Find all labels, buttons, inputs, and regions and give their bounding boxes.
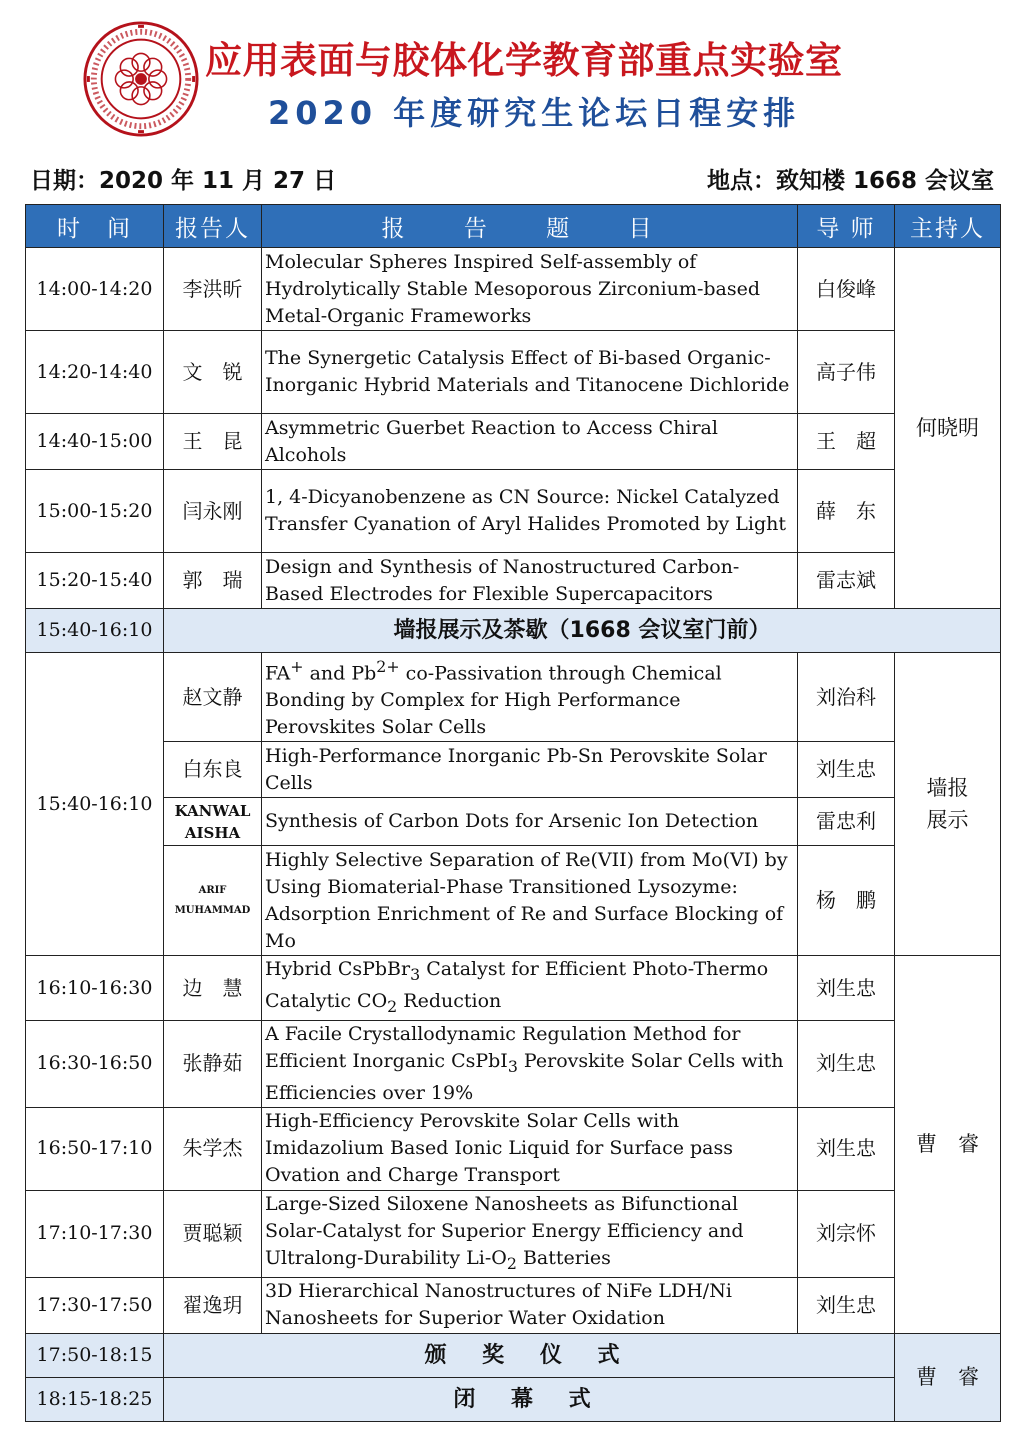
table-row [26, 846, 1001, 956]
column-header-advisor: 导 师 [798, 205, 895, 248]
page-header [0, 0, 1024, 150]
table-header-row [26, 205, 1001, 248]
table-row [26, 798, 1001, 846]
session-time: 15:00-15:20 [26, 470, 164, 553]
session-time: 15:40-16:10 [26, 653, 164, 956]
advisor-name: 王 超 [798, 414, 895, 470]
column-header-speaker: 报告人 [164, 205, 262, 248]
table-row [26, 470, 1001, 553]
session-time: 15:20-15:40 [26, 553, 164, 609]
talk-title: Synthesis of Carbon Dots for Arsenic Ion Detection [262, 798, 798, 846]
schedule-table [25, 204, 1001, 1422]
advisor-name: 刘生忠 [798, 1020, 895, 1107]
advisor-name: 杨 鹏 [798, 846, 895, 956]
session-time: 16:30-16:50 [26, 1020, 164, 1107]
table-row [26, 248, 1001, 331]
host-name: 何晓明 [895, 248, 1001, 609]
speaker-name: 朱学杰 [164, 1107, 262, 1190]
closing-ceremony-label: 闭 幕 式 [164, 1377, 895, 1421]
session-time: 14:20-14:40 [26, 331, 164, 414]
speaker-name: 边 慧 [164, 956, 262, 1021]
session-time: 17:50-18:15 [26, 1333, 164, 1377]
advisor-name: 刘生忠 [798, 1277, 895, 1333]
talk-title: 1, 4-Dicyanobenzene as CN Source: Nickel Catalyzed Transfer Cyanation of Aryl Halides Promoted by Light [262, 470, 798, 553]
table-row [26, 553, 1001, 609]
table-row [26, 1190, 1001, 1277]
advisor-name: 刘治科 [798, 653, 895, 742]
speaker-name: KANWAL AISHA [164, 798, 262, 846]
session-time: 17:30-17:50 [26, 1277, 164, 1333]
advisor-name: 白俊峰 [798, 248, 895, 331]
table-row [26, 1107, 1001, 1190]
speaker-name: 王 昆 [164, 414, 262, 470]
table-row [26, 1020, 1001, 1107]
award-ceremony-label: 颁 奖 仪 式 [164, 1333, 895, 1377]
event-date: 日期：2020 年 11 月 27 日 [30, 168, 337, 194]
session-time: 14:00-14:20 [26, 248, 164, 331]
advisor-name: 刘生忠 [798, 742, 895, 798]
host-name: 曹 睿 [895, 956, 1001, 1333]
advisor-name: 高子伟 [798, 331, 895, 414]
table-row [26, 742, 1001, 798]
session-time: 14:40-15:00 [26, 414, 164, 470]
column-header-time: 时 间 [26, 205, 164, 248]
advisor-name: 刘生忠 [798, 1107, 895, 1190]
host-name: 曹 睿 [895, 1333, 1001, 1421]
speaker-name: 贾聪颖 [164, 1190, 262, 1277]
lab-seal-logo [82, 20, 200, 138]
advisor-name: 刘生忠 [798, 956, 895, 1021]
table-row [26, 653, 1001, 742]
lab-title: 应用表面与胶体化学教育部重点实验室 [205, 39, 843, 82]
column-header-topic: 报 告 题 目 [262, 205, 798, 248]
advisor-name: 雷志斌 [798, 553, 895, 609]
host-name: 墙报展示 [895, 653, 1001, 956]
talk-title: Molecular Spheres Inspired Self-assembly of Hydrolytically Stable Mesoporous Zirconium-based Metal-Organic Frameworks [262, 248, 798, 331]
event-location: 地点：致知楼 1668 会议室 [706, 168, 994, 194]
talk-title: Asymmetric Guerbet Reaction to Access Chiral Alcohols [262, 414, 798, 470]
advisor-name: 刘宗怀 [798, 1190, 895, 1277]
speaker-name: 郭 瑞 [164, 553, 262, 609]
speaker-name: 张静茹 [164, 1020, 262, 1107]
talk-title: Hybrid CsPbBr$_3$ Catalyst for Efficient Photo-Thermo Catalytic $CO_2$ Reduction [262, 956, 798, 1021]
session-time: 15:40-16:10 [26, 609, 164, 653]
talk-title: High-Performance Inorganic Pb-Sn Perovskite Solar Cells [262, 742, 798, 798]
session-time: 16:10-16:30 [26, 956, 164, 1021]
forum-schedule-title: 2020 年度研究生论坛日程安排 [268, 94, 801, 132]
advisor-name: 薛 东 [798, 470, 895, 553]
talk-title: A Facile Crystallodynamic Regulation Method for Efficient Inorganic CsPbI$_3$ Perovskite Solar Cells with Efficiencies over 19% [262, 1020, 798, 1107]
table-row-ceremony [26, 1333, 1001, 1377]
table-row [26, 331, 1001, 414]
advisor-name: 雷忠利 [798, 798, 895, 846]
table-row-closing [26, 1377, 1001, 1421]
speaker-name: 李洪昕 [164, 248, 262, 331]
speaker-name: 赵文静 [164, 653, 262, 742]
session-time: 18:15-18:25 [26, 1377, 164, 1421]
table-row [26, 414, 1001, 470]
talk-title: Large-Sized Siloxene Nanosheets as Bifunctional Solar-Catalyst for Superior Energy Efficiency and Ultralong-Durability $Li-O_2$ Batteries [262, 1190, 798, 1277]
speaker-name: 闫永刚 [164, 470, 262, 553]
table-row [26, 956, 1001, 1021]
talk-title: Design and Synthesis of Nanostructured Carbon-Based Electrodes for Flexible Supercapacitors [262, 553, 798, 609]
poster-tea-break-label: 墙报展示及茶歇（1668 会议室门前） [164, 609, 1001, 653]
session-time: 17:10-17:30 [26, 1190, 164, 1277]
talk-title: Highly Selective Separation of Re(VII) from Mo(VI) by Using Biomaterial-Phase Transitioned Lysozyme: Adsorption Enrichment of Re and Surface Blocking of Mo [262, 846, 798, 956]
table-row [26, 1277, 1001, 1333]
speaker-name: ARIF MUHAMMAD [164, 846, 262, 956]
speaker-name: 翟逸玥 [164, 1277, 262, 1333]
column-header-host: 主持人 [895, 205, 1001, 248]
table-row-break [26, 609, 1001, 653]
session-time: 16:50-17:10 [26, 1107, 164, 1190]
speaker-name: 文 锐 [164, 331, 262, 414]
talk-title: The Synergetic Catalysis Effect of Bi-based Organic-Inorganic Hybrid Materials and Titanocene Dichloride [262, 331, 798, 414]
talk-title: FA+ and $Pb^{2+}$ co-Passivation through Chemical Bonding by Complex for High Performance Perovskites Solar Cells [262, 653, 798, 742]
talk-title: 3D Hierarchical Nanostructures of NiFe LDH/Ni Nanosheets for Superior Water Oxidation [262, 1277, 798, 1333]
talk-title: High-Efficiency Perovskite Solar Cells with Imidazolium Based Ionic Liquid for Surface pass Ovation and Charge Transport [262, 1107, 798, 1190]
speaker-name: 白东良 [164, 742, 262, 798]
